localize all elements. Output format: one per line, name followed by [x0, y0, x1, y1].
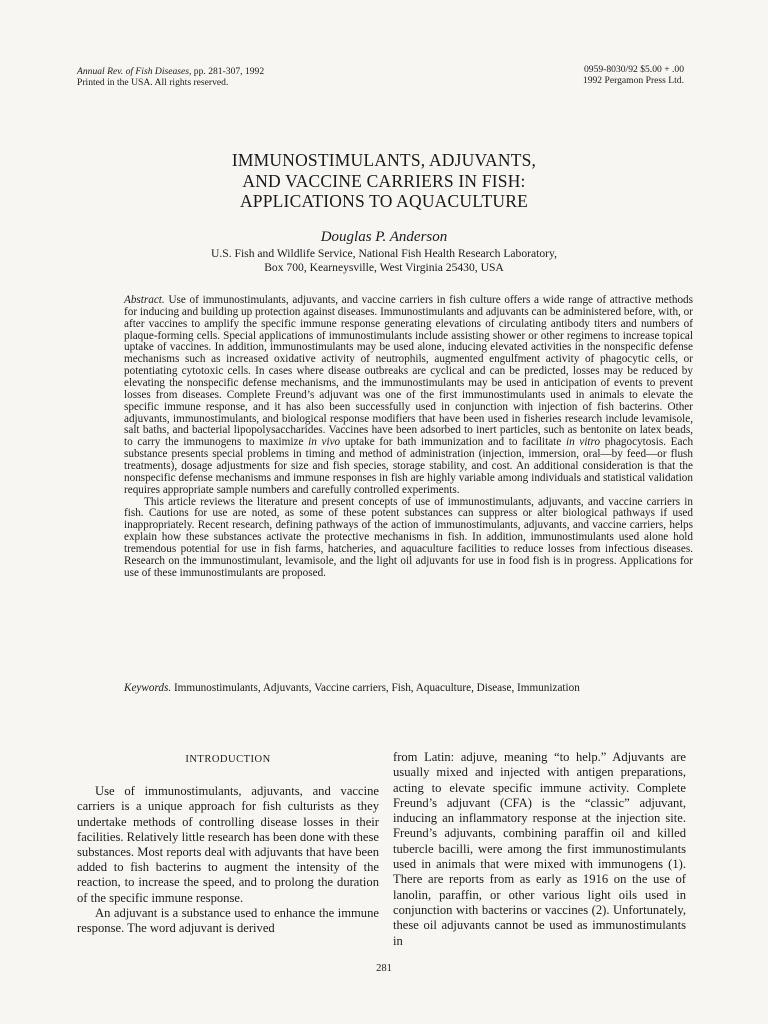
- abstract-label: Abstract.: [124, 294, 165, 306]
- keywords-label: Keywords.: [124, 682, 172, 694]
- keywords-text: Immunostimulants, Adjuvants, Vaccine carriers, Fish, Aquaculture, Disease, Immunization: [173, 682, 580, 694]
- body-paragraph: Use of immunostimulants, adjuvants, and vaccine carriers is a unique approach for fish culturists as they undertake methods of controlling disease losses in their facilities. Relatively little research has been done with these substances. Most reports deal with adjuvants that have been added to fish bacterins to augment the intensity of the reaction, to increase the speed, and to prolong the duration of the specific immune response.: [77, 784, 379, 905]
- body-paragraph: from Latin: adjuve, meaning “to help.” Adjuvants are usually mixed and injected with antigen preparations, acting to elevate specific immune activity. Complete Freund’s adjuvant (CFA) is the “classic” adjuvant, inducing an inflammatory response at the injection site. Freund’s adjuvants, combining paraffin oil and killed tubercle bacilli, were among the first immunostimulants used in animals that were mixed with immunogens (1). There are reports from as early as 1916 on the use of lanolin, paraffin, or other various light oils used in conjunction with bacterins or vaccines (2). Unfortunately, these oil adjuvants cannot be used as immunostimulants in: [393, 750, 686, 948]
- affiliation-line-2: Box 700, Kearneysville, West Virginia 25430, USA: [264, 260, 504, 274]
- title-line-2: AND VACCINE CARRIERS IN FISH:: [242, 170, 526, 191]
- journal-line-1: Annual Rev. of Fish Diseases, pp. 281-307, 1992: [77, 66, 265, 77]
- abstract: [124, 295, 693, 580]
- author-name: Douglas P. Anderson: [320, 229, 448, 245]
- section-heading: INTRODUCTION: [185, 754, 271, 765]
- publisher-code: [583, 64, 684, 86]
- title-line-3: APPLICATIONS TO AQUACULTURE: [239, 191, 529, 211]
- code-line-2: 1992 Pergamon Press Ltd.: [582, 75, 684, 86]
- page-number: 281: [376, 963, 392, 974]
- keywords: [124, 682, 693, 694]
- code-line-1: 0959-8030/92 $5.00 + .00: [583, 64, 684, 75]
- abstract-paragraph-1: Abstract. Use of immunostimulants, adjuvants, and vaccine carriers in fish culture offers a wide range of attractive methods for inducing and building up protection against diseases. Immunostimulants and adjuvants can be administered before, with, or after vaccines to amplify the specific immune response generating elevations of circulating antibody titers and numbers of plaque-forming cells. Special applications of immunostimulants include assisting shower or other regimens to increase topical uptake of vaccines. In addition, immunostimulants may be used alone, inducing elevated activities in the nonspecific defense mechanisms such as increased oxidative activity of neutrophils, augmented engulfment activity of phagocytic cells, or potentiating cytotoxic cells. In cases where disease outbreaks are cyclical and can be predicted, losses may be reduced by elevating the nonspecific defense mechanisms, and the immunostimulants may be used in anticipation of events to prevent losses from diseases. Complete Freund’s adjuvant was one of the first immunostimulants used in animals to elevate the specific immune response, and it has also been successfully used in conjunction with injection of fish bacterins. Other adjuvants, immunostimulants, and biological response modifiers that have been used in fisheries research include levamisole, salt baths, and bacterial lipopolysaccharides. Vaccines have been adsorbed to inert particles, such as bentonite on latex beads, to carry the immunogens to maximize in vivo uptake for bath immunization and to facilitate in vitro phagocytosis. Each substance presents special problems in timing and method of administration (injection, immersion, oral—by feed—or flush treatments), dosage adjustments for size and fish species, storage stability, and cost. An additional consideration is that the nonspecific defense mechanisms and immune responses in fish are highly variable among individuals and statistical validation requires appropriate sample numbers and carefully controlled experiments.: [124, 294, 694, 496]
- journal-citation: [77, 66, 264, 88]
- journal-line-2: Printed in the USA. All rights reserved.: [77, 77, 229, 88]
- title-line-1: IMMUNOSTIMULANTS, ADJUVANTS,: [231, 150, 537, 170]
- body-column-left: [77, 752, 379, 936]
- abstract-paragraph-2: This article reviews the literature and present concepts of use of immunostimulants, adjuvants, and vaccine carriers in fish. Cautions for use are noted, as some of these potent substances can suppress or alter biological pathways if used inappropriately. Recent research, defining pathways of the action of immunostimulants, adjuvants, and vaccine carriers, helps explain how these substances activate the protective mechanisms in fish. In addition, immunostimulants used alone hold tremendous potential for use in fish farms, hatcheries, and aquaculture facilities to reduce losses from infectious diseases. Research on the immunostimulant, levamisole, and the light oil adjuvants for use in food fish is in progress. Applications for use of these immunostimulants are proposed.: [124, 495, 693, 579]
- article-title: [0, 150, 768, 212]
- body-column-right: [393, 750, 686, 949]
- affiliation-line-1: U.S. Fish and Wildlife Service, National Fish Health Research Laboratory,: [211, 247, 557, 260]
- author-affiliation: [0, 247, 768, 274]
- body-paragraph: An adjuvant is a substance used to enhance the immune response. The word adjuvant is derived: [77, 905, 379, 936]
